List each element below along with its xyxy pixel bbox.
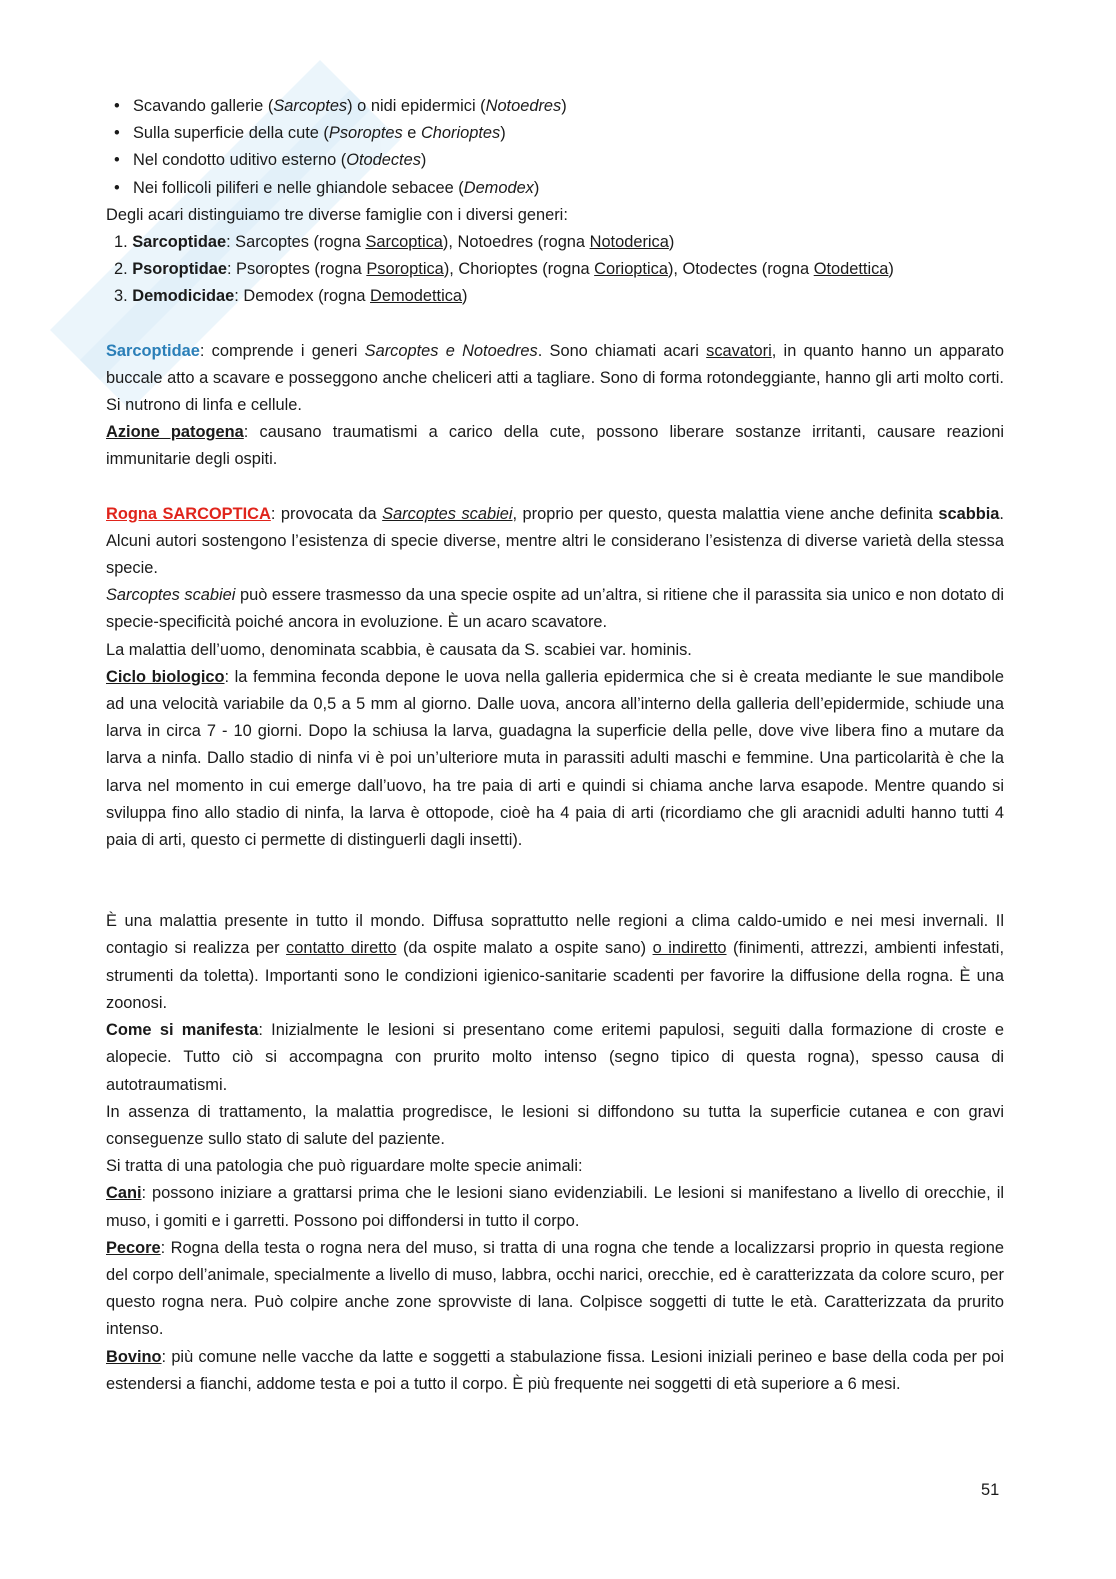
list-item: • Nel condotto uditivo esterno (Otodectes) [114,147,1004,174]
rogna-paragraph: Rogna SARCOPTICA: provocata da Sarcoptes scabiei, proprio per questo, questa malattia viene anche definita scabbia. Alcuni autori sostengono l’esistenza di specie diverse, mentre altri le considerano l’esistenza di diverse varietà della stessa specie. [106,504,1004,578]
list-item: 3. Demodicidae: Demodex (rogna Demodettica) [114,287,468,306]
ciclo-paragraph: Ciclo biologico: la femmina feconda depone le uova nella galleria epidermica che si è creata mediante le sue mandibole ad una velocità variabile da 0,5 a 5 mm al giorno. Dalle uova, ancora all’interno della galleria dell’epidermide, schiude una larva in circa 7 - 10 giorni. Dopo la schiusa la larva, guadagna la superficie della pelle, dove vive libera fino a mutare da larva a ninfa. Dallo stadio di ninfa vi è poi un’ulteriore muta in parassiti adulti maschi e femmine. Una particolarità è che la larva nel momento in cui emerge dall’uovo, ha tre paia di arti e quindi si chiama anche larva esapode. Mentre quando si sviluppa fino allo stadio di ninfa, la larva è ottopode, cioè ha 4 paia di arti (ricordiamo che gli aracnidi adulti hanno tutti 4 paia di arti, questo ci permette di distinguerli dagli insetti). [106,667,1004,850]
families-list [106,229,1004,311]
sarcoptidae-paragraph: Sarcoptidae: comprende i generi Sarcoptes e Notoedres. Sono chiamati acari scavatori, in quanto hanno un apparato buccale atto a scavare e posseggono anche cheliceri atti a tagliare. Sono di forma rotondeggiante, hanno gli arti molto corti. Si nutrono di linfa e cellule. [106,341,1004,415]
list-item: 1. Sarcoptidae: Sarcoptes (rogna Sarcoptica), Notoedres (rogna Notoderica) [114,233,675,252]
pecore-paragraph: Pecore: Rogna della testa o rogna nera del muso, si tratta di una rogna che tende a localizzarsi proprio in questa regione del corpo dell’animale, specialmente a livello di muso, labbra, occhi narici, orecchie, ed è caratterizzata da colore scuro, per questo rogna nera. Può colpire anche zone sprovviste di lana. Colpisce soggetti di tutte le età. Caratterizzata da prurito intenso. [106,1238,1004,1339]
manifest-paragraph: Come si manifesta: Inizialmente le lesioni si presentano come eritemi papulosi, seguiti dalla formazione di croste e alopecie. Tutto ciò si accompagna con prurito molto intenso (segno tipico di questa rogna), spesso causa di autotraumatismi. [106,1021,1004,1094]
list-item: • Scavando gallerie (Sarcoptes) o nidi epidermici (Notoedres) [114,93,1004,120]
list-item: 2. Psoroptidae: Psoroptes (rogna Psoroptica), Chorioptes (rogna Corioptica), Otodectes (rogna Otodettica) [114,260,894,279]
page-number: 51 [981,1481,1000,1499]
transmission-paragraph: Sarcoptes scabiei può essere trasmesso da una specie ospite ad un’altra, si ritiene che il parassita sia unico e non dotato di specie-specificità poiché ancora in evoluzione. È un acaro scavatore. [106,586,1004,632]
untreated-paragraph: In assenza di trattamento, la malattia progredisce, le lesioni si diffondono su tutta la superficie cutanea e con gravi conseguenze sullo stato di salute del paziente. [106,1102,1004,1148]
habitat-list [106,93,1004,202]
human-paragraph: La malattia dell’uomo, denominata scabbia, è causata da S. scabiei var. hominis. [106,640,692,659]
list-item: • Sulla superficie della cute (Psoroptes e Chorioptes) [114,120,1004,147]
species-intro: Si tratta di una patologia che può riguardare molte specie animali: [106,1157,583,1176]
azione-paragraph: Azione patogena: causano traumatismi a carico della cute, possono liberare sostanze irritanti, causare reazioni immunitarie degli ospiti. [106,423,1004,469]
bovino-paragraph: Bovino: più comune nelle vacche da latte e soggetti a stabulazione fissa. Lesioni iniziali perineo e base della coda per poi estendersi a fianchi, addome testa e poi a tutto il corpo. È più frequente nei soggetti di età superiore a 6 mesi. [106,1347,1004,1393]
section-heading: Sarcoptidae [106,341,200,360]
diffusion-paragraph: È una malattia presente in tutto il mondo. Diffusa soprattutto nelle regioni a clima caldo-umido e nei mesi invernali. Il contagio si realizza per contatto diretto (da ospite malato a ospite sano) o indiretto (finimenti, attrezzi, ambienti infestati, strumenti da toletta). Importanti sono le condizioni igienico-sanitarie scadenti per favorire la diffusione della rogna. È una zoonosi. [106,912,1005,1012]
list-item: • Nei follicoli piliferi e nelle ghiandole sebacee (Demodex) [114,175,1004,202]
page-content [106,93,1004,1398]
cani-paragraph: Cani: possono iniziare a grattarsi prima che le lesioni siano evidenziabili. Le lesioni si manifestano a livello di orecchie, il muso, i gomiti e i garretti. Possono poi diffondersi in tutto il corpo. [106,1184,1004,1230]
families-intro: Degli acari distinguiamo tre diverse famiglie con i diversi generi: [106,205,568,224]
section-heading: Rogna SARCOPTICA [106,504,271,523]
